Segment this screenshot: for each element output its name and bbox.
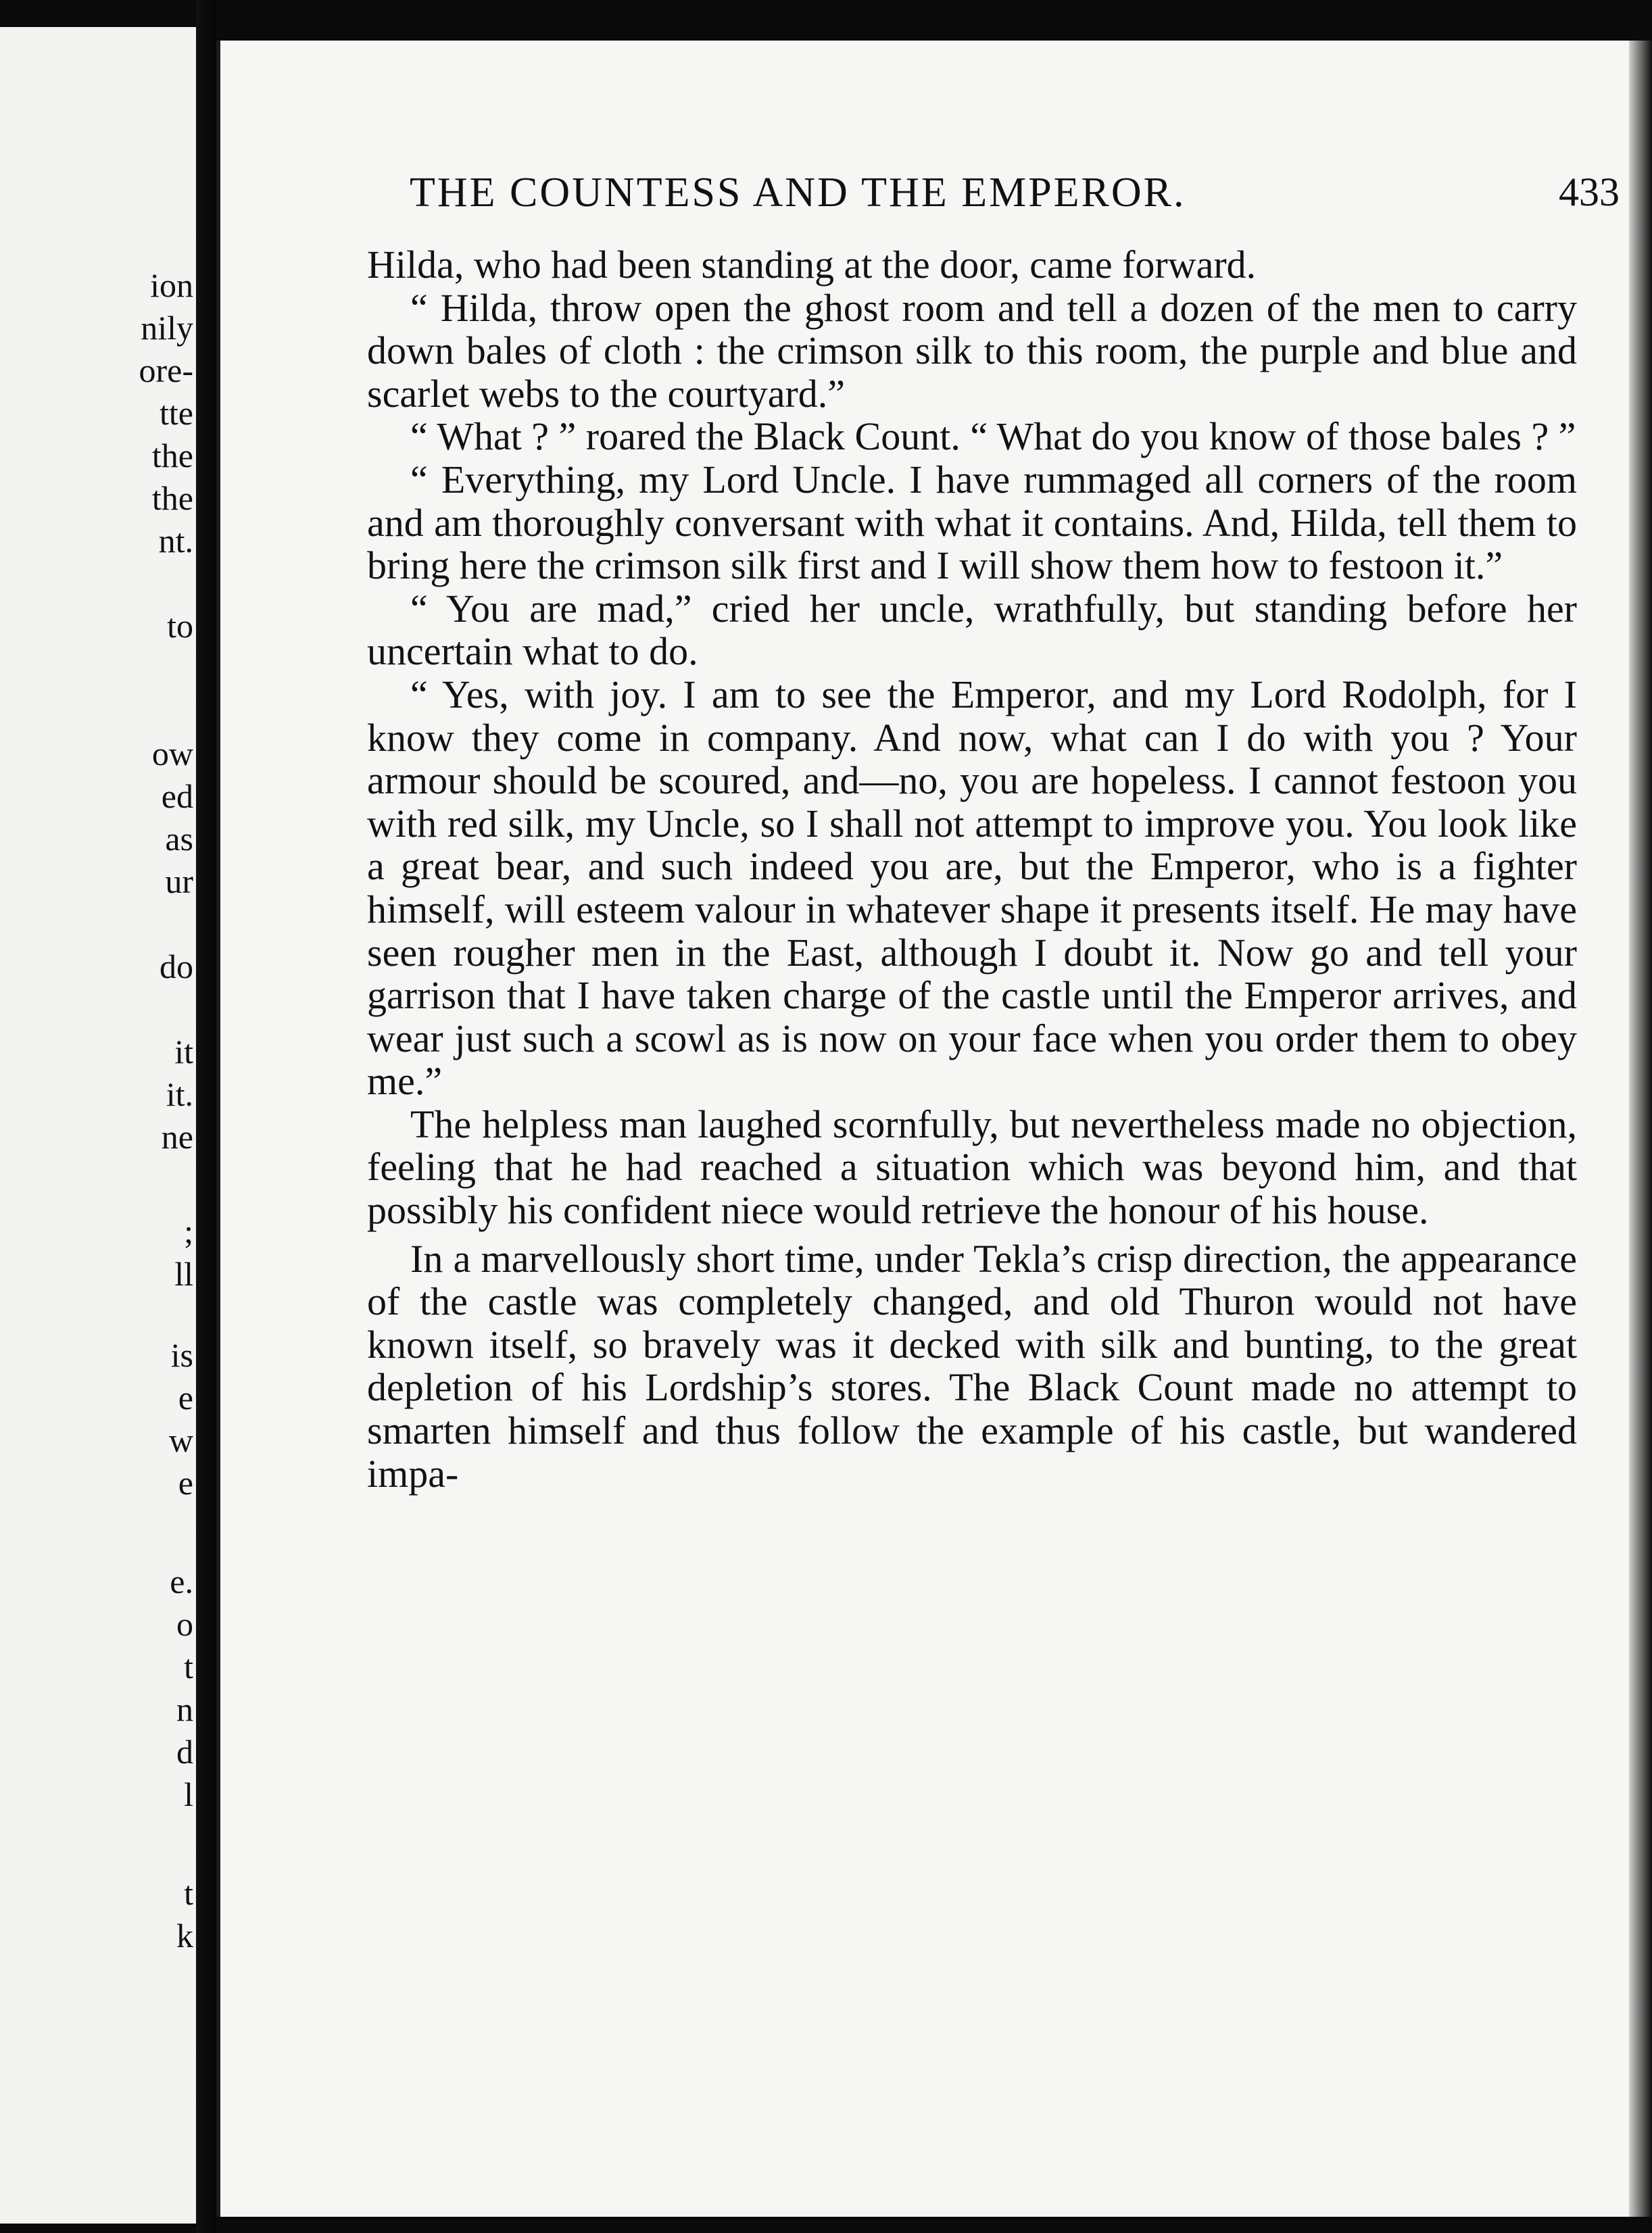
left-fragment: ur — [165, 862, 193, 900]
left-fragment: ion — [150, 266, 193, 304]
paragraph: In a marvellously short time, under Tekla’s crisp direction, the appearance of the castle was completely changed, and old Thuron would not have known itself, so bravely was it decked with silk and bunting, to the great depletion of his Lordship’s stores. The Black Count made no attempt to smarten himself and thus follow the example of his castle, but wandered impa- — [367, 1236, 1577, 1496]
left-fragment: nt. — [158, 522, 193, 560]
left-fragment: d — [176, 1733, 193, 1771]
page-edge-right — [1629, 41, 1652, 2217]
left-fragment: w — [168, 1421, 193, 1459]
paragraph: “ Everything, my Lord Uncle. I have rummaged all corners of the room and am thoroughly conversant with what it contains. And, Hilda, tell them to bring here the crimson silk first and I will show them how to festoon it.” — [367, 457, 1577, 588]
left-fragment: it. — [166, 1075, 193, 1113]
left-fragment: it — [174, 1033, 193, 1071]
paragraph: Hilda, who had been standing at the door, came forward. — [367, 243, 1257, 287]
page-number: 433 — [1559, 170, 1620, 214]
left-fragment: ow — [151, 735, 193, 772]
left-fragment: tte — [160, 394, 193, 432]
left-fragment: e. — [170, 1563, 193, 1600]
left-fragment: to — [167, 607, 193, 645]
body-text — [367, 243, 1577, 1495]
left-fragment: ll — [174, 1255, 193, 1293]
left-fragment: l — [184, 1775, 193, 1813]
paragraph: The helpless man laughed scornfully, but nevertheless made no objection, feeling that he had reached a situation which was beyond him, and that possibly his confident niece would retrieve the honour of his house. — [367, 1102, 1577, 1233]
facing-page-left — [0, 27, 196, 2224]
running-head — [410, 169, 1620, 230]
left-fragment: n — [176, 1690, 193, 1728]
left-fragment: ; — [184, 1212, 193, 1250]
left-fragment: is — [170, 1336, 193, 1374]
left-fragment: do — [160, 948, 193, 985]
left-fragment: ore- — [139, 351, 193, 389]
left-fragment: nily — [141, 309, 193, 347]
left-fragment: the — [151, 437, 193, 474]
left-fragment: as — [165, 820, 193, 858]
book-gutter — [196, 0, 216, 2233]
left-fragment: ne — [161, 1118, 193, 1156]
paragraph: “ You are mad,” cried her uncle, wrathfully, but standing before her uncertain what to do. — [367, 586, 1577, 674]
left-fragment: e — [178, 1379, 193, 1417]
book-page — [216, 41, 1633, 2217]
left-fragment: t — [184, 1648, 193, 1686]
left-fragment: t — [184, 1874, 193, 1912]
left-fragment: the — [151, 479, 193, 517]
left-fragment: o — [176, 1605, 193, 1643]
left-fragment: k — [176, 1917, 193, 1955]
left-fragment: ed — [161, 777, 193, 815]
paragraph: “ Yes, with joy. I am to see the Emperor, and my Lord Rodolph, for I know they come in company. And now, what can I do with you ? Your armour should be scoured, and—no, you are hopeless. I cannot festoon you with red silk, my Uncle, so I shall not attempt to improve you. You look like a great bear, and such indeed you are, but the Emperor, who is a fighter himself, will esteem valour in whatever shape it presents itself. He may have seen rougher men in the East, although I doubt it. Now go and tell your garrison that I have taken charge of the castle until the Emperor arrives, and wear just such a scowl as is now on your face when you order them to obey me.” — [367, 672, 1577, 1104]
paragraph: “ What ? ” roared the Black Count. “ What do you know of those bales ? ” — [410, 414, 1576, 459]
running-head-title: THE COUNTESS AND THE EMPEROR. — [410, 170, 1186, 216]
left-fragment: e — [178, 1464, 193, 1502]
paragraph: “ Hilda, throw open the ghost room and tell a dozen of the men to carry down bales of cloth : the crimson silk to this room, the purple and blue and scarlet webs to the courtyard.” — [367, 285, 1577, 416]
